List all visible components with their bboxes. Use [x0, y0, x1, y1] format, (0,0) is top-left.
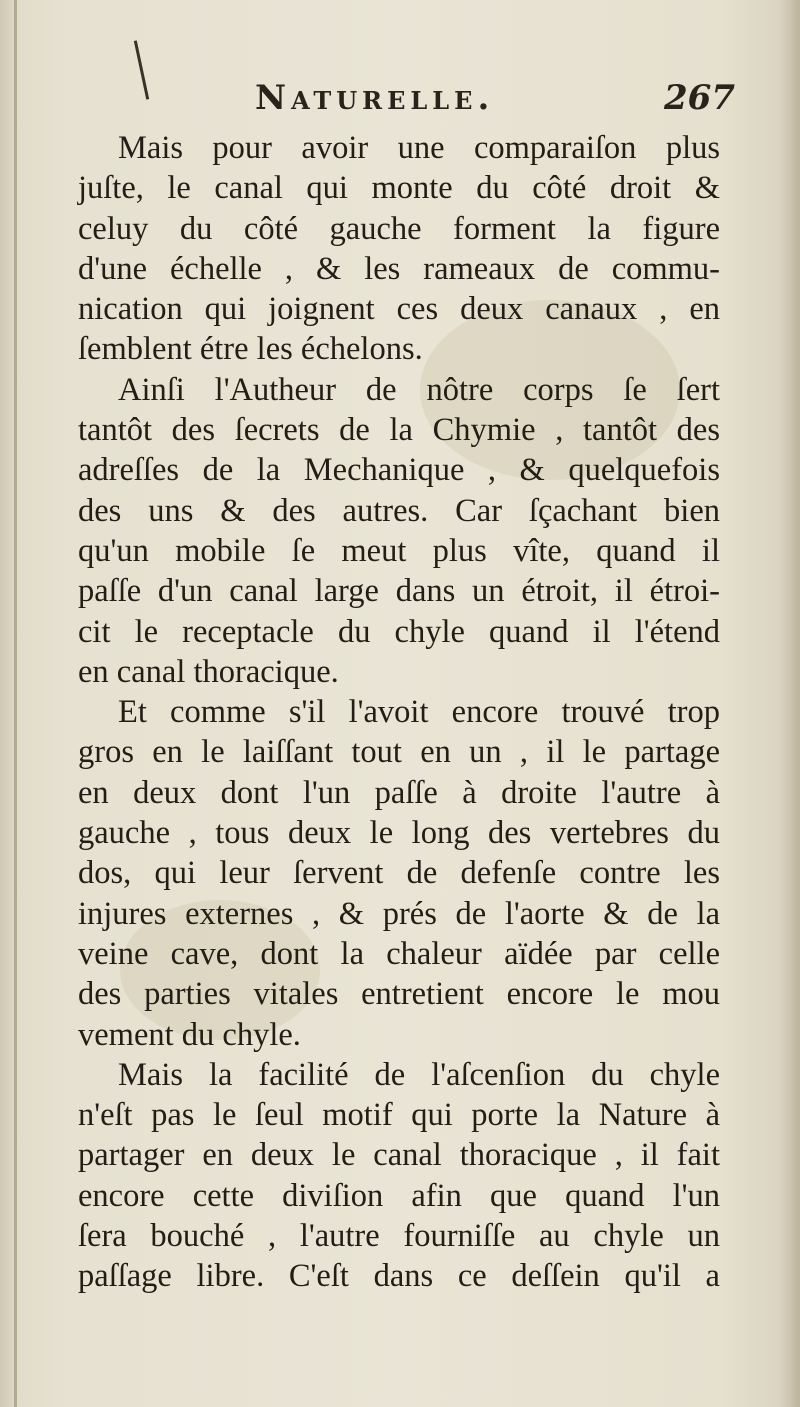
text-line: veine cave, dont la chaleur aïdée par celle [78, 935, 720, 972]
text-line: qu'un mobile ſe meut plus vîte, quand il [78, 532, 720, 569]
text-line: Mais la facilité de l'aſcenſion du chyle [118, 1056, 720, 1093]
ink-mark [134, 40, 149, 99]
page-right-edge [778, 0, 800, 1407]
text-line: dos, qui leur ſervent de defenſe contre les [78, 855, 720, 892]
text-line: partager en deux le canal thoracique , il fait [78, 1137, 720, 1174]
text-line: n'eſt pas le ſeul motif qui porte la Nature à [78, 1097, 720, 1134]
text-line: tantôt des ſecrets de la Chymie , tantôt des [78, 412, 720, 449]
text-line: juſte, le canal qui monte du côté droit & [78, 170, 720, 207]
text-line: nication qui joignent ces deux canaux , en [78, 291, 720, 328]
body-text [78, 128, 720, 1297]
text-line: encore cette diviſion afin que quand l'un [78, 1177, 720, 1214]
text-line: cit le receptacle du chyle quand il l'étend [78, 613, 720, 650]
running-head [255, 72, 735, 132]
text-line: d'une échelle , & les rameaux de commu- [78, 250, 720, 287]
text-line: des parties vitales entretient encore le mou [78, 976, 720, 1013]
page-gutter-edge [14, 0, 17, 1407]
text-line: gros en le laiſſant tout en un , il le partage [78, 734, 720, 771]
text-line: en canal thoracique. [78, 653, 339, 690]
text-line: Et comme s'il l'avoit encore trouvé trop [118, 694, 720, 731]
text-line: des uns & des autres. Car ſçachant bien [78, 492, 720, 529]
text-line: injures externes , & prés de l'aorte & de la [78, 895, 720, 932]
text-line: celuy du côté gauche forment la figure [78, 210, 720, 247]
text-line: ſera bouché , l'autre fourniſſe au chyle un [78, 1218, 720, 1255]
text-line: ſemblent étre les échelons. [78, 331, 423, 368]
text-line: en deux dont l'un paſſe à droite l'autre à [78, 774, 720, 811]
text-line: Mais pour avoir une comparaiſon plus [118, 130, 720, 166]
text-line: gauche , tous deux le long des vertebres du [78, 815, 720, 852]
text-line: Ainſi l'Autheur de nôtre corps ſe ſert [118, 371, 720, 408]
text-line: vement du chyle. [78, 1016, 301, 1053]
text-line: adreſſes de la Mechanique , & quelquefois [78, 452, 720, 489]
running-head-title: Naturelle. [255, 78, 495, 118]
text-line: paſſage libre. C'eſt dans ce deſſein qu'il a [78, 1258, 720, 1295]
page-number: 267 [664, 78, 735, 118]
text-line: paſſe d'un canal large dans un étroit, il étroi- [78, 573, 720, 610]
